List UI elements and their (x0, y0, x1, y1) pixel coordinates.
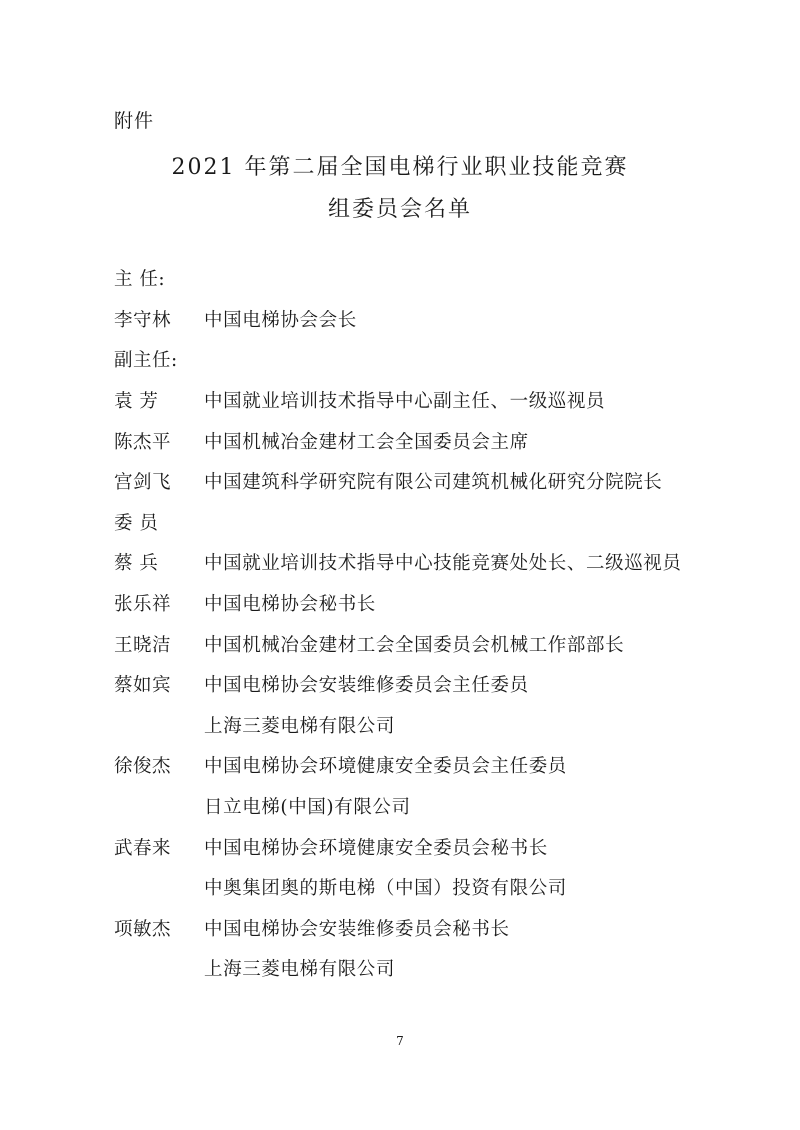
member-name: 王晓洁 (114, 634, 172, 656)
roster-row (114, 502, 754, 543)
roster-row (114, 867, 754, 908)
member-name: 项敏杰 (114, 918, 172, 940)
member-title: 中国就业培训技术指导中心技能竞赛处处长、二级巡视员 (204, 553, 682, 575)
member-title: 中国电梯协会安装维修委员会主任委员 (204, 675, 529, 697)
member-name: 陈杰平 (114, 431, 172, 453)
member-title: 日立电梯(中国)有限公司 (204, 797, 411, 819)
roster-row (114, 786, 754, 827)
roster-row (114, 948, 754, 989)
page-number: 7 (396, 1034, 404, 1048)
member-name: 主 任: (114, 269, 166, 291)
member-name: 张乐祥 (114, 594, 172, 616)
member-name: 委 员 (114, 512, 159, 534)
roster-row (114, 299, 754, 340)
member-title: 上海三菱电梯有限公司 (204, 715, 396, 737)
member-name: 李守林 (114, 309, 172, 331)
roster-row (114, 583, 754, 624)
roster-row (114, 380, 754, 421)
member-title: 中国电梯协会会长 (204, 309, 357, 331)
member-title: 中国电梯协会环境健康安全委员会秘书长 (204, 837, 548, 859)
member-title: 中国建筑科学研究院有限公司建筑机械化研究分院院长 (204, 472, 663, 494)
attachment-label: 附件 (114, 110, 155, 132)
roster-row (114, 623, 754, 664)
roster-row (114, 908, 754, 949)
member-title: 中国机械冶金建材工会全国委员会机械工作部部长 (204, 634, 625, 656)
member-name: 蔡 兵 (114, 553, 159, 575)
member-name: 副主任: (114, 350, 178, 372)
roster-row (114, 542, 754, 583)
member-name: 宫剑飞 (114, 472, 172, 494)
member-name: 袁 芳 (114, 391, 159, 413)
roster-row (114, 745, 754, 786)
roster-row (114, 461, 754, 502)
member-title: 上海三菱电梯有限公司 (204, 959, 396, 981)
member-title: 中国电梯协会环境健康安全委员会主任委员 (204, 756, 567, 778)
member-title: 中国电梯协会安装维修委员会秘书长 (204, 918, 510, 940)
document-title: 2021 年第二届全国电梯行业职业技能竞赛 (171, 155, 629, 180)
document-subtitle: 组委员会名单 (327, 197, 472, 222)
roster-row (114, 258, 754, 299)
roster-row (114, 664, 754, 705)
member-name: 武春来 (114, 837, 172, 859)
committee-roster (114, 258, 754, 989)
roster-row (114, 705, 754, 746)
member-title: 中国就业培训技术指导中心副主任、一级巡视员 (204, 391, 606, 413)
member-name: 蔡如宾 (114, 675, 172, 697)
member-title: 中国机械冶金建材工会全国委员会主席 (204, 431, 529, 453)
roster-row (114, 420, 754, 461)
member-title: 中奥集团奥的斯电梯（中国）投资有限公司 (204, 878, 567, 900)
roster-row (114, 339, 754, 380)
member-title: 中国电梯协会秘书长 (204, 594, 376, 616)
member-name: 徐俊杰 (114, 756, 172, 778)
roster-row (114, 826, 754, 867)
